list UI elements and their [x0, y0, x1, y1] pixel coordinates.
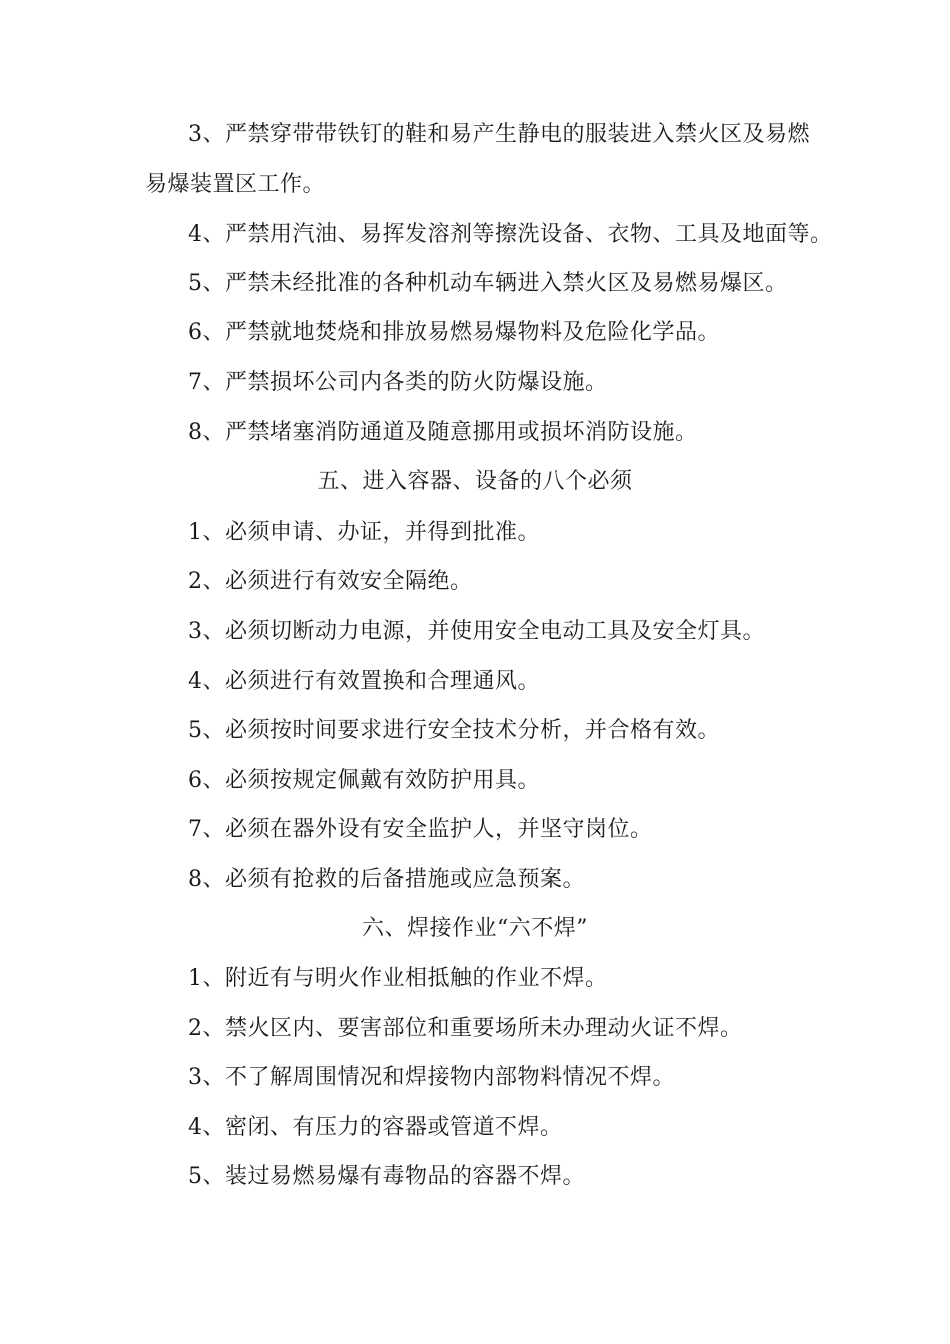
must-item-1: 1、必须申请、办证，并得到批准。 — [188, 520, 540, 545]
rule-item-8: 8、严禁堵塞消防通道及随意挪用或损坏消防设施。 — [188, 420, 698, 445]
rule-item-5: 5、严禁未经批准的各种机动车辆进入禁火区及易燃易爆区。 — [188, 271, 788, 296]
no-weld-item-3: 3、不了解周围情况和焊接物内部物料情况不焊。 — [188, 1065, 675, 1090]
no-weld-item-1: 1、附近有与明火作业相抵触的作业不焊。 — [188, 966, 608, 991]
rule-item-4: 4、严禁用汽油、易挥发溶剂等擦洗设备、衣物、工具及地面等。 — [188, 222, 833, 247]
rule-item-7: 7、严禁损坏公司内各类的防火防爆设施。 — [188, 370, 608, 395]
must-item-3: 3、必须切断动力电源，并使用安全电动工具及安全灯具。 — [188, 619, 765, 644]
must-item-4: 4、必须进行有效置换和合理通风。 — [188, 669, 540, 694]
section-6-heading: 六、焊接作业“六不焊” — [362, 916, 588, 941]
section-5-heading: 五、进入容器、设备的八个必须 — [317, 469, 633, 494]
must-item-2: 2、必须进行有效安全隔绝。 — [188, 569, 473, 594]
rule-item-6: 6、严禁就地焚烧和排放易燃易爆物料及危险化学品。 — [188, 320, 720, 345]
must-item-5: 5、必须按时间要求进行安全技术分析，并合格有效。 — [188, 718, 720, 743]
no-weld-item-5: 5、装过易燃易爆有毒物品的容器不焊。 — [188, 1164, 585, 1189]
must-item-8: 8、必须有抢救的后备措施或应急预案。 — [188, 867, 585, 892]
rule-item-3-line-2: 易爆装置区工作。 — [145, 172, 326, 197]
must-item-7: 7、必须在器外设有安全监护人，并坚守岗位。 — [188, 817, 653, 842]
must-item-6: 6、必须按规定佩戴有效防护用具。 — [188, 768, 540, 793]
rule-item-3-line-1: 3、严禁穿带带铁钉的鞋和易产生静电的服装进入禁火区及易燃 — [188, 122, 810, 147]
no-weld-item-2: 2、禁火区内、要害部位和重要场所未办理动火证不焊。 — [188, 1016, 743, 1041]
no-weld-item-4: 4、密闭、有压力的容器或管道不焊。 — [188, 1115, 563, 1140]
